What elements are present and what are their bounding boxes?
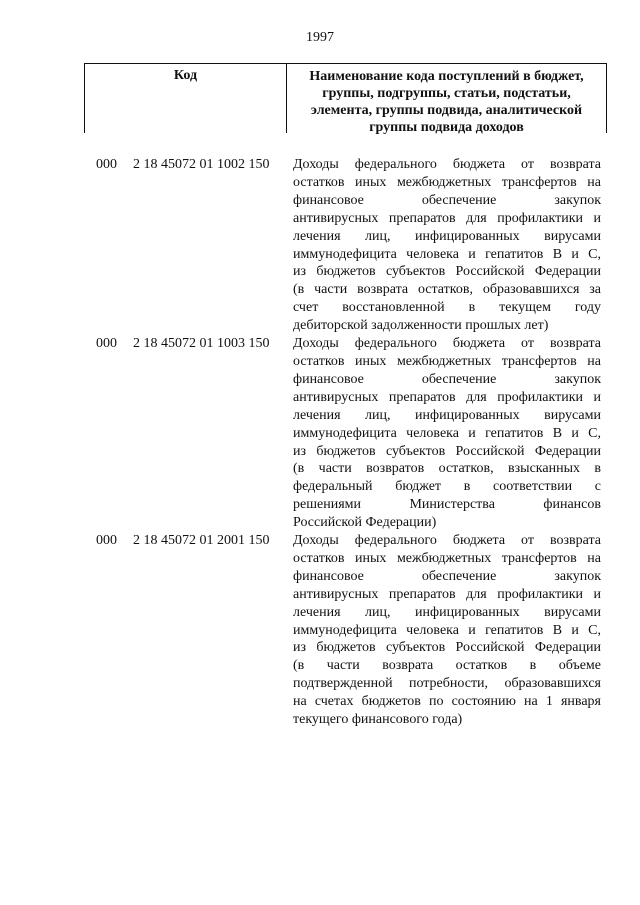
description-line: из бюджетов субъектов Российской Федерации: [293, 640, 601, 656]
header-name-line: группы подвида доходов: [369, 120, 524, 135]
description-line: остатков иных межбюджетных трансфертов на: [293, 174, 601, 190]
description-line: остатков иных межбюджетных трансфертов на: [293, 550, 601, 566]
header-name-column: [287, 64, 606, 133]
header-code-column: Код: [85, 64, 287, 133]
admin-code: 000: [96, 533, 117, 549]
description-line: Российской Федерации): [293, 515, 437, 531]
description-line: (в части возврата остатков, образовавшихся за: [293, 282, 601, 298]
header-name-line: Наименование кода поступлений в бюджет,: [309, 69, 584, 84]
table-row: [0, 335, 640, 532]
admin-code: 000: [96, 157, 117, 172]
description-line: из бюджетов субъектов Российской Федерации: [293, 443, 601, 459]
description-line: остатков иных межбюджетных трансфертов на: [293, 353, 601, 369]
revenue-description: [293, 156, 601, 335]
description-line: счет восстановленной в текущем году: [293, 300, 601, 316]
description-line: иммунодефицита человека и гепатитов В и С,: [293, 425, 601, 441]
description-line: финансовое обеспечение закупок: [293, 192, 601, 208]
description-line: антивирусных препаратов для профилактики и: [293, 210, 601, 226]
description-line: иммунодефицита человека и гепатитов В и С,: [293, 246, 601, 262]
header-name-line: группы, подгруппы, статьи, подстатьи,: [322, 86, 571, 101]
table-row: [0, 532, 640, 729]
revenue-description: [293, 335, 601, 532]
description-line: лечения лиц, инфицированных вирусами: [293, 604, 601, 620]
description-line: Доходы федерального бюджета от возврата: [293, 533, 601, 549]
description-line: иммунодефицита человека и гепатитов В и С,: [293, 622, 601, 638]
description-line: на счетах бюджетов по состоянию на 1 января: [293, 694, 601, 710]
table-row: [0, 156, 640, 335]
description-line: дебиторской задолженности прошлых лет): [293, 318, 549, 334]
page-number: 1997: [306, 30, 334, 45]
description-line: подтвержденной потребности, образовавшихся: [293, 676, 601, 692]
description-line: Доходы федерального бюджета от возврата: [293, 157, 601, 172]
admin-code: 000: [96, 336, 117, 352]
description-line: лечения лиц, инфицированных вирусами: [293, 228, 601, 244]
description-line: решениями Министерства финансов: [293, 497, 601, 513]
revenue-code: 2 18 45072 01 2001 150: [133, 533, 270, 549]
description-line: из бюджетов субъектов Российской Федерации: [293, 264, 601, 280]
description-line: финансовое обеспечение закупок: [293, 371, 601, 387]
header-name-line: элемента, группы подвида, аналитической: [310, 103, 583, 118]
description-line: (в части возвратов остатков, взысканных в: [293, 461, 601, 477]
revenue-code: 2 18 45072 01 1003 150: [133, 336, 270, 352]
description-line: антивирусных препаратов для профилактики и: [293, 389, 601, 405]
description-line: текущего финансового года): [293, 712, 463, 728]
description-line: финансовое обеспечение закупок: [293, 568, 601, 584]
description-line: антивирусных препаратов для профилактики и: [293, 586, 601, 602]
description-line: Доходы федерального бюджета от возврата: [293, 336, 601, 352]
description-line: (в части возврата остатков в объеме: [293, 658, 601, 674]
revenue-description: [293, 532, 601, 729]
description-line: лечения лиц, инфицированных вирусами: [293, 407, 601, 423]
table-header: [84, 63, 607, 133]
revenue-code: 2 18 45072 01 1002 150: [133, 157, 270, 172]
description-line: федеральный бюджет в соответствии с: [293, 479, 601, 495]
table-body: [0, 156, 640, 729]
